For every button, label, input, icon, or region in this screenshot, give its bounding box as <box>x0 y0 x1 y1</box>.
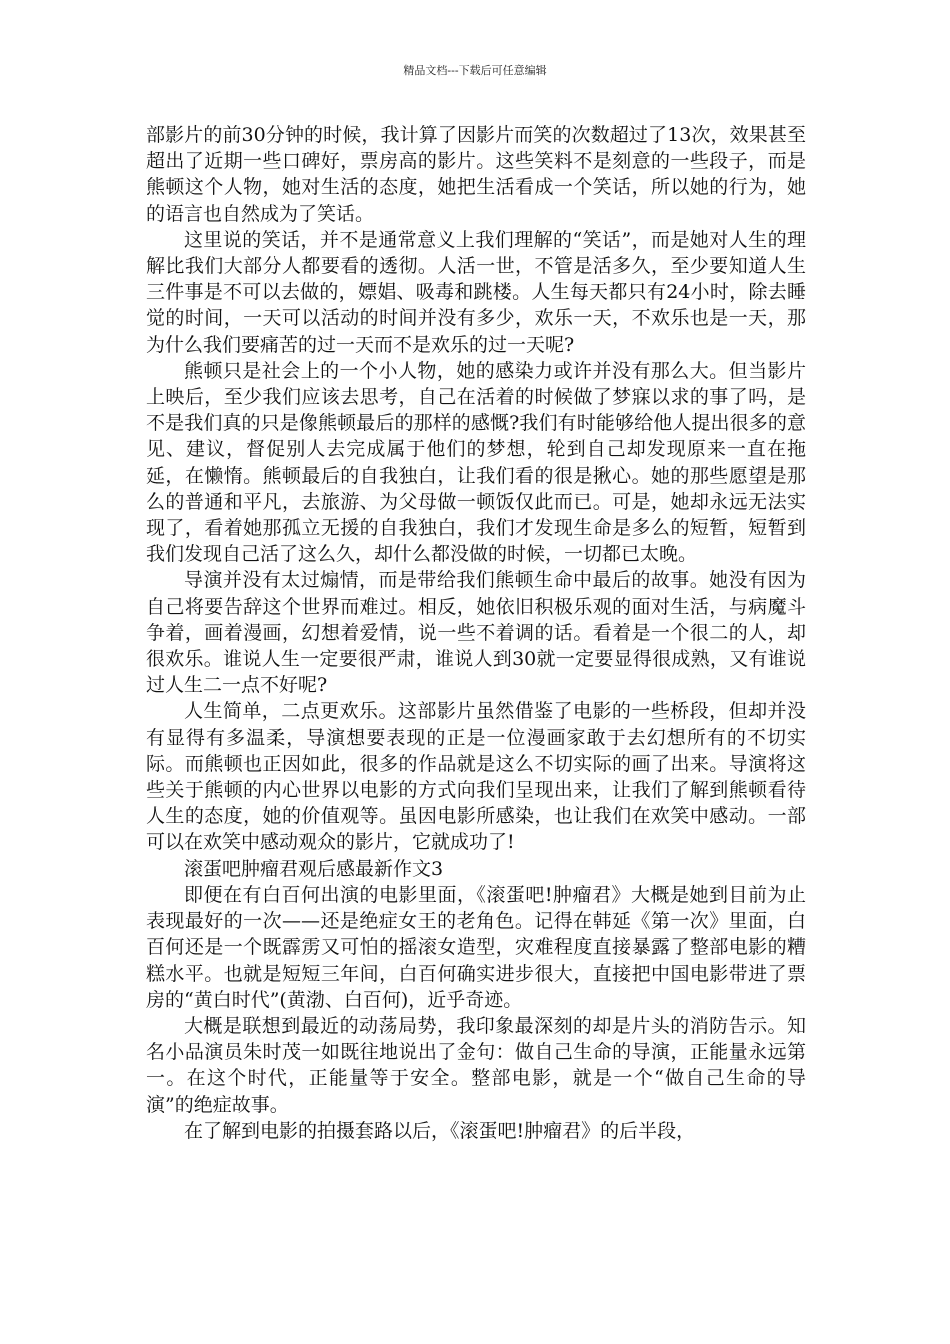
paragraph: 导演并没有太过煽情，而是带给我们熊顿生命中最后的故事。她没有因为自己将要告辞这个世界而难过。相反，她依旧积极乐观的面对生活，与病魔斗争着，画着漫画，幻想着爱情，说一些不着调的话。看着是一个很二的人，却很欢乐。谁说人生一定要很严肃，谁说人到30就一定要显得很成熟，又有谁说过人生二一点不好呢? <box>146 569 806 697</box>
paragraph: 熊顿只是社会上的一个小人物，她的感染力或许并没有那么大。但当影片上映后，至少我们应该去思考，自己在活着的时候做了梦寐以求的事了吗，是不是我们真的只是像熊顿最后的那样的感慨?我们有时能够给他人提出很多的意见、建议，督促别人去完成属于他们的梦想，轮到自己却发现原来一直在拖延，在懒惰。熊顿最后的自我独白，让我们看的很是揪心。她的那些愿望是那么的普通和平凡，去旅游、为父母做一顿饭仅此而已。可是，她却永远无法实现了，看着她那孤立无援的自我独白，我们才发现生命是多么的短暂，短暂到我们发现自己活了这么久，却什么都没做的时候，一切都已太晚。 <box>146 359 806 566</box>
paragraph: 在了解到电影的拍摄套路以后，《滚蛋吧!肿瘤君》的后半段， <box>184 1119 696 1142</box>
paragraph: 人生简单，二点更欢乐。这部影片虽然借鉴了电影的一些桥段，但却并没有显得有多温柔，导演想要表现的正是一位漫画家敢于去幻想所有的不切实际。而熊顿也正因如此，很多的作品就是这么不切实际的画了出来。导演将这些关于熊顿的内心世界以电影的方式向我们呈现出来，让我们了解到熊顿看待人生的态度，她的价值观等。虽因电影所感染，也让我们在欢笑中感动。一部可以在欢笑中感动观众的影片，它就成功了! <box>146 700 806 854</box>
paragraph: 这里说的笑话，并不是通常意义上我们理解的“笑话”，而是她对人生的理解比我们大部分人都要看的透彻。人活一世，不管是活多久，至少要知道人生三件事是不可以去做的，嫖娼、吸毒和跳楼。人生每天都只有24小时，除去睡觉的时间，一天可以活动的时间并没有多少，欢乐一天，不欢乐也是一天，那为什么我们要痛苦的过一天而不是欢乐的过一天呢? <box>146 228 806 356</box>
page-header: 精品文档---下载后可任意编辑 <box>403 64 547 77</box>
section-heading: 滚蛋吧肿瘤君观后感最新作文3 <box>184 857 444 880</box>
paragraph: 部影片的前30分钟的时候，我计算了因影片而笑的次数超过了13次，效果甚至超出了近期一些口碑好，票房高的影片。这些笑料不是刻意的一些段子，而是熊顿这个人物，她对生活的态度，她把生活看成一个笑话，所以她的行为，她的语言也自然成为了笑话。 <box>146 124 806 225</box>
paragraph: 大概是联想到最近的动荡局势，我印象最深刻的却是片头的消防告示。知名小品演员朱时茂一如既往地说出了金句：做自己生命的导演，正能量永远第一。在这个时代，正能量等于安全。整部电影，就是一个“做自己生命的导演”的绝症故事。 <box>146 1014 806 1116</box>
document-body <box>146 122 806 1144</box>
paragraph: 即便在有白百何出演的电影里面，《滚蛋吧!肿瘤君》大概是她到目前为止表现最好的一次——还是绝症女王的老角色。记得在韩延《第一次》里面，白百何还是一个既霹雳又可怕的摇滚女造型，灾难程度直接暴露了整部电影的糟糕水平。也就是短短三年间，白百何确实进步很大，直接把中国电影带进了票房的“黄白时代”(黄渤、白百何)，近乎奇迹。 <box>146 883 806 1011</box>
